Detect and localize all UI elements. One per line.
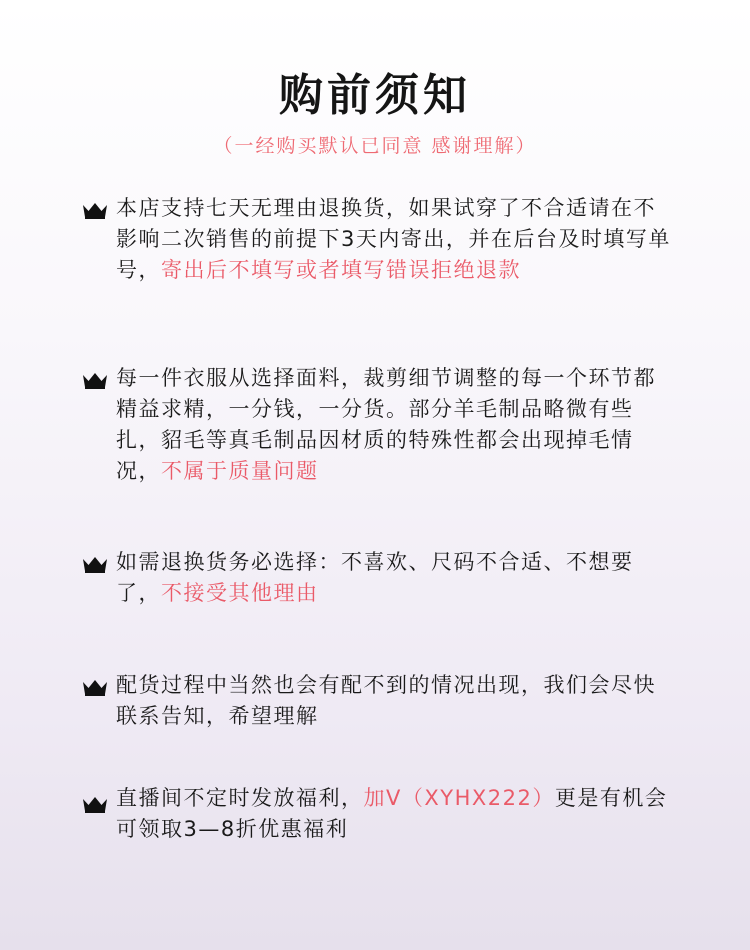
notice-item-stock [82,670,672,732]
notice-text [116,193,672,286]
notice-highlight: 不接受其他理由 [161,581,319,605]
notice-item-quality [82,363,672,487]
notice-body: 本店支持七天无理由退换货，如果试穿了不合适请在不影响二次销售的前提下3天内寄出，并在后台及时填写单号， [116,196,671,282]
notice-item-livestream [82,783,672,845]
notice-text [116,783,672,845]
notice-highlight: 加V（XYHX222） [363,786,555,810]
crown-icon [82,555,108,573]
notice-text [116,670,672,732]
notice-text [116,547,672,609]
notice-body: 每一件衣服从选择面料，裁剪细节调整的每一个环节都精益求精，一分钱，一分货。部分羊毛制品略微有些扎，貂毛等真毛制品因材质的特殊性都会出现掉毛情况， [116,366,656,483]
notice-highlight: 不属于质量问题 [161,459,319,483]
notice-item-returns [82,193,672,286]
crown-icon [82,371,108,389]
page-title: 购前须知 [279,70,471,121]
notice-body-after: 更是有机会可领取3—8折优惠福利 [116,786,668,841]
page-subtitle: （一经购买默认已同意 感谢理解） [213,135,537,157]
notice-text [116,363,672,487]
notice-body: 配货过程中当然也会有配不到的情况出现，我们会尽快联系告知，希望理解 [116,673,656,728]
notice-item-return-reasons [82,547,672,609]
notice-body: 直播间不定时发放福利， [116,786,364,810]
notice-highlight: 寄出后不填写或者填写错误拒绝退款 [161,258,521,282]
crown-icon [82,678,108,696]
crown-icon [82,795,108,813]
crown-icon [82,201,108,219]
notice-body: 如需退换货务必选择：不喜欢、尺码不合适、不想要了， [116,550,634,605]
